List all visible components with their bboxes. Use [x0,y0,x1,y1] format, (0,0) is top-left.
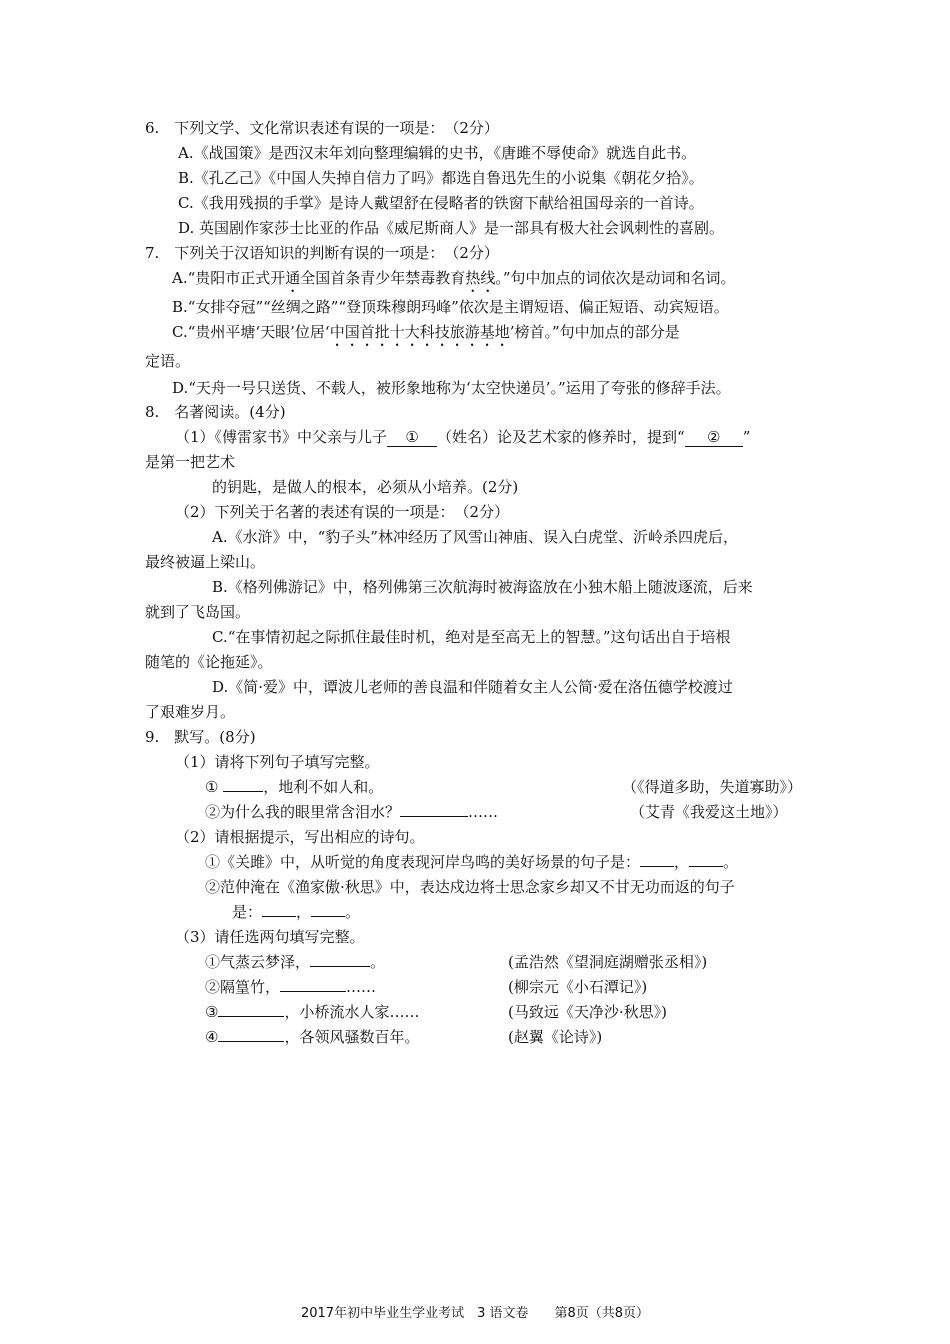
q9-1-2-blank[interactable] [400,816,468,817]
q6-option-a: A.《战国策》是西汉末年刘向整理编辑的史书，《唐雎不辱使命》就选自此书。 [178,144,697,162]
q9-3-2-text: ②隔篁竹， [205,978,281,996]
q9-1-2-ellipsis: …… [468,803,499,821]
q9-3-1-source: (孟浩然《望洞庭湖赠张丞相》) [508,953,708,971]
q9-3-4-blank[interactable] [218,1041,284,1042]
q7-option-c [172,322,680,350]
q6-stem: 6. 下列文学、文化常识表述有误的一项是： （2分） [145,119,499,137]
q9-2-1-period: 。 [723,853,739,871]
q9-2-item-2: ②范仲淹在《渔家傲·秋思》中，表达戍边将士思念家乡却又不甘无功而返的句子 [205,878,735,896]
q7-stem: 7. 下列关于汉语知识的判断有误的一项是： （2分） [145,244,499,262]
q7-option-b: B.“女排夺冠”“丝绸之路”“登顶珠穆朗玛峰”依次是主谓短语、偏正短语、动宾短语。 [172,298,729,316]
q9-3-1-text: ①气蒸云梦泽， [205,953,311,971]
q9-1-1-blank[interactable] [223,791,263,792]
q9-3-4-source: (赵翼《论诗》) [508,1028,603,1046]
q8-option-d-cont: 了艰难岁月。 [145,703,236,721]
q8-p1-quote-end: ” [742,428,751,446]
q9-section-3: （3）请任选两句填写完整。 [175,928,365,946]
q9-3-3-text: ，小桥流水人家…… [284,1003,420,1021]
q9-section-2: （2）请根据提示，写出相应的诗句。 [175,828,425,846]
q9-3-4-num: ④ [205,1028,219,1046]
q6-option-b: B.《孔乙己》《中国人失掉自信力了吗》都选自鲁迅先生的小说集《朝花夕拾》。 [178,169,704,187]
q9-2-item-2-cont [232,902,360,922]
q8-part1-cont: 是第一把艺术 [145,453,236,471]
q8-option-b-cont: 就到了飞岛国。 [145,603,251,621]
q9-1-2-source: （艾青《我爱这土地》） [630,803,788,821]
q7-a-dotted-word-1: 通 [285,269,301,287]
q7-c-text: C.“贵州平塘‘天眼’位居‘ [172,323,330,341]
q7-option-a [172,268,736,296]
q8-p1-text-mid: （姓名）论及艺术家的修养时，提到“ [437,428,685,446]
q9-2-1-text: ①《关雎》中，从听觉的角度表现河岸鸟鸣的美好场景的句子是： [205,853,641,871]
q9-1-1-text: ，地利不如人和。 [263,778,384,796]
q9-3-item-3 [205,1002,419,1022]
q9-3-4-text: ，各领风骚数百年。 [284,1028,420,1046]
q9-stem: 9. 默写。(8分) [145,728,256,746]
q7-c-text-end: ’榜首。”句中加点的部分是 [509,323,680,341]
q8-blank-2[interactable]: ② [685,428,743,447]
q9-2-2-blank-b[interactable] [311,916,345,917]
q7-option-d: D.“天舟一号只送货、不载人，被形象地称为‘太空快递员’。”运用了夸张的修辞手法。 [172,379,731,397]
q9-3-3-blank[interactable] [218,1016,284,1017]
q9-section-1: （1）请将下列句子填写完整。 [175,753,380,771]
q9-2-2-blank-a[interactable] [262,916,296,917]
page-footer: 2017年初中毕业生学业考试 3 语文卷 第8页（共8页） [300,1306,650,1321]
q7-a-text-end: 。”句中加点的词依次是动词和名词。 [495,269,736,287]
q9-2-1-comma: ， [674,853,690,871]
q8-option-c: C.“在事情初起之际抓住最佳时机，绝对是至高无上的智慧。”这句话出自于培根 [212,628,731,646]
q9-1-1-source: （《得道多助，失道寡助》） [622,778,803,796]
q7-a-text: A.“贵阳市正式开 [172,269,286,287]
q6-option-d: D. 英国剧作家莎士比亚的作品《威尼斯商人》是一部具有极大社会讽刺性的喜剧。 [178,219,725,237]
q9-3-1-period: 。 [370,953,386,971]
q7-a-dotted-word-2: 热线 [465,269,496,287]
q7-a-text-mid: 全国首条青少年禁毒教育 [300,269,466,287]
q7-c-dotted-phrase: 中国首批十大科技旅游基地 [329,323,510,341]
q9-1-item-1 [205,777,383,797]
q9-2-1-blank-a[interactable] [640,866,674,867]
q8-blank-1[interactable]: ① [387,428,437,447]
q9-3-item-2 [205,977,376,997]
q8-option-a: A.《水浒》中，“豹子头”林冲经历了风雪山神庙、误入白虎堂、沂岭杀四虎后， [212,528,738,546]
q9-3-2-source: (柳宗元《小石潭记》) [508,978,648,996]
q9-2-2-period: 。 [345,903,361,921]
q9-3-1-blank[interactable] [310,966,370,967]
q9-3-item-4 [205,1027,419,1047]
q6-option-c: C.《我用残损的手掌》是诗人戴望舒在侵略者的铁窗下献给祖国母亲的一首诗。 [178,194,704,212]
q8-option-b: B.《格列佛游记》中，格列佛第三次航海时被海盗放在小独木船上随波逐流，后来 [212,578,753,596]
q8-part1-cont2: 的钥匙，是做人的根本，必须从小培养。(2分) [212,478,519,496]
q9-2-2-comma: ， [296,903,312,921]
q9-3-2-ellipsis: …… [346,978,377,996]
q9-3-item-1 [205,952,385,972]
q8-option-c-cont: 随笔的《论拖延》。 [145,653,273,671]
q8-part1 [175,427,750,447]
q9-1-2-text: ②为什么我的眼里常含泪水？ [205,803,401,821]
q9-1-item-2 [205,802,498,822]
q7-option-c-cont: 定语。 [145,352,191,370]
q9-2-1-blank-b[interactable] [689,866,723,867]
q8-stem: 8. 名著阅读。(4分) [145,403,286,421]
q8-p1-text: （1）《傅雷家书》中父亲与儿子 [175,428,388,446]
q9-2-2-text: 是： [232,903,263,921]
q8-part2-stem: （2）下列关于名著的表述有误的一项是： （2分） [175,503,510,521]
q8-option-d: D.《简·爱》中，谭波儿老师的善良温和伴随着女主人公简·爱在洛伍德学校渡过 [212,678,733,696]
q8-option-a-cont: 最终被逼上梁山。 [145,553,266,571]
q9-3-3-source: (马致远《天净沙·秋思》) [508,1003,667,1021]
q9-3-3-num: ③ [205,1003,219,1021]
q9-3-2-blank[interactable] [280,991,346,992]
q9-1-1-num: ① [205,778,219,796]
q9-2-item-1 [205,852,738,872]
